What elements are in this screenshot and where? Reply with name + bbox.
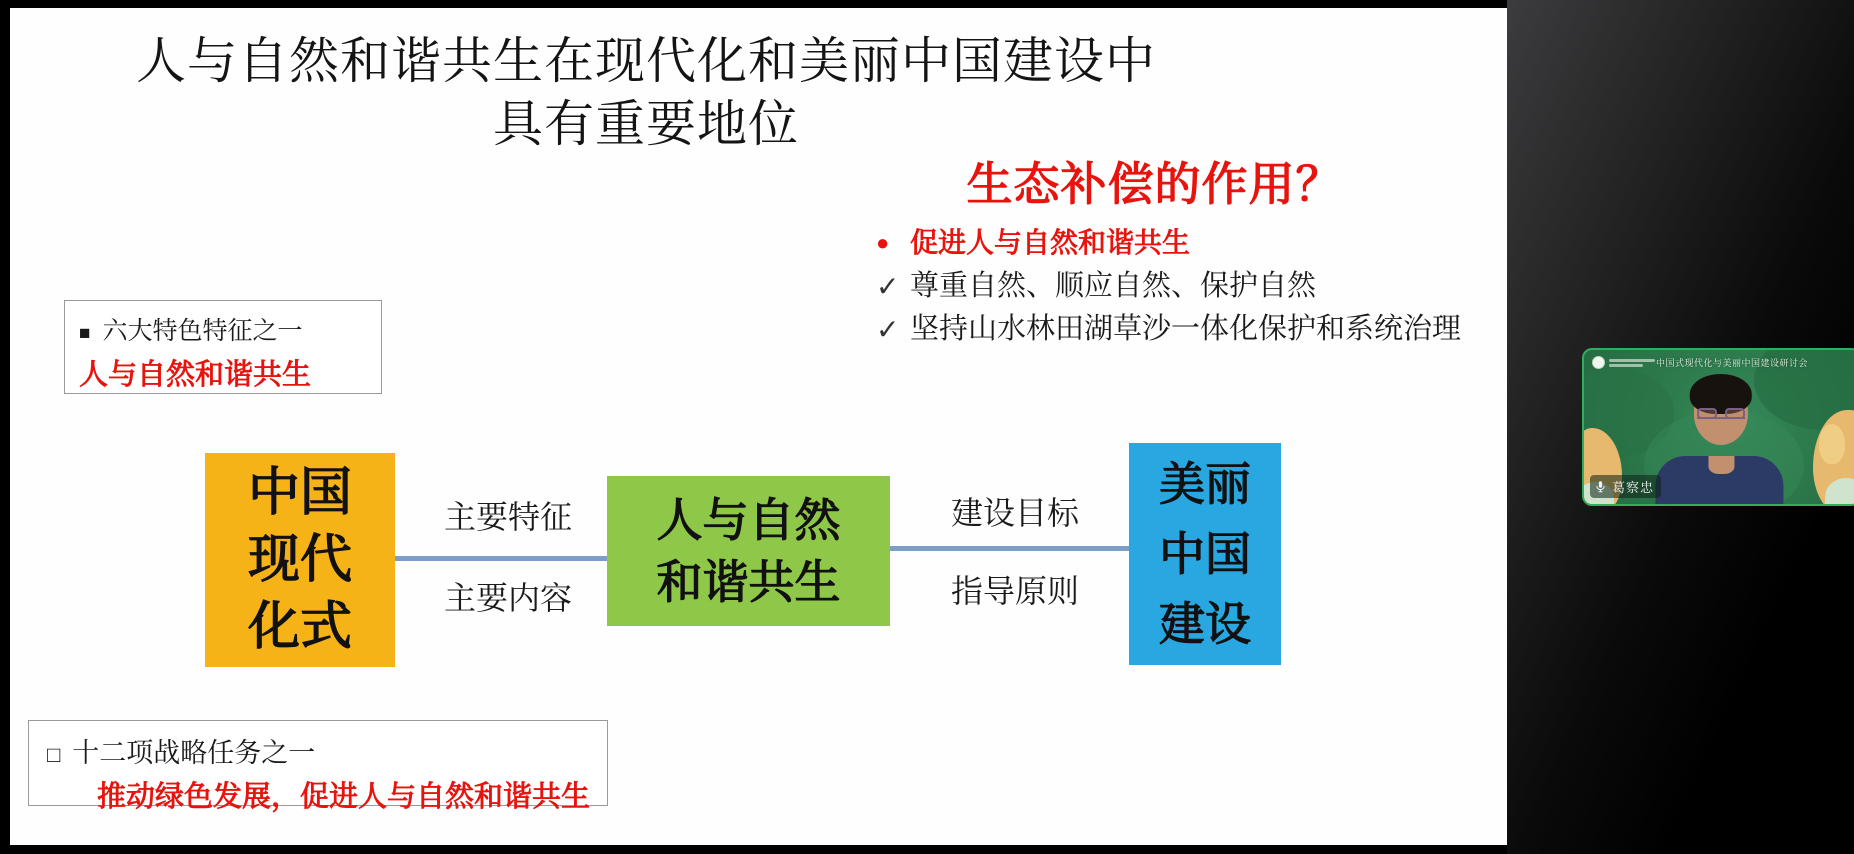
flow-node-china-modernization bbox=[205, 453, 395, 667]
connector-right bbox=[890, 546, 1129, 551]
bullet-list bbox=[876, 224, 1476, 354]
participant-video-tile[interactable] bbox=[1582, 348, 1854, 506]
participant-name: 葛察忠 bbox=[1612, 480, 1655, 495]
feature-note-text: 六大特色特征之一 bbox=[102, 317, 303, 345]
link-label-build-goal: 建设目标 bbox=[950, 495, 1079, 531]
task-note-text: 十二项战略任务之一 bbox=[72, 738, 316, 768]
link-label-main-feature: 主要特征 bbox=[443, 499, 572, 535]
flow-node-harmony-nature bbox=[607, 476, 890, 626]
presenter-glasses bbox=[1697, 408, 1745, 419]
bullet-text: 坚持山水林田湖草沙一体化保护和系统治理 bbox=[910, 313, 1462, 345]
node-line: 建设 bbox=[1159, 598, 1251, 650]
feature-note-heading bbox=[79, 311, 369, 347]
node-line: 人与自然 bbox=[656, 494, 841, 546]
node-line: 现代 bbox=[247, 530, 352, 589]
task-note-heading bbox=[47, 731, 607, 770]
shared-slide bbox=[10, 8, 1507, 845]
connector-left bbox=[395, 556, 607, 561]
filled-square-bullet-icon: ■ bbox=[79, 323, 91, 344]
feature-note-highlight: 人与自然和谐共生 bbox=[79, 359, 312, 391]
microphone-icon[interactable] bbox=[1594, 480, 1607, 493]
slide-title bbox=[10, 30, 1282, 156]
node-line: 美丽 bbox=[1159, 458, 1251, 510]
hollow-square-bullet-icon: □ bbox=[47, 742, 61, 767]
filled-circle-bullet-icon: ● bbox=[876, 230, 890, 255]
list-item bbox=[876, 311, 1476, 348]
question-heading: 生态补偿的作用？ bbox=[966, 158, 1343, 210]
slide-title-line2: 具有重要地位 bbox=[493, 96, 799, 152]
check-icon: ✓ bbox=[876, 271, 900, 302]
bullet-text: 促进人与自然和谐共生 bbox=[910, 227, 1191, 258]
flow-node-beautiful-china bbox=[1129, 443, 1281, 665]
presenter-neck bbox=[1708, 456, 1734, 474]
task-note-box bbox=[28, 720, 608, 813]
link-label-main-content: 主要内容 bbox=[443, 580, 572, 616]
feature-note-box bbox=[64, 300, 382, 394]
link-label-guiding-principle: 指导原则 bbox=[950, 573, 1079, 609]
list-item bbox=[876, 224, 1476, 262]
task-note-highlight: 推动绿色发展，促进人与自然和谐共生 bbox=[97, 781, 591, 813]
node-line: 化式 bbox=[247, 597, 352, 656]
participants-panel bbox=[1507, 0, 1854, 854]
slide-title-line1: 人与自然和谐共生在现代化和美丽中国建设中 bbox=[136, 33, 1156, 89]
virtual-bg-banner: 中国式现代化与美丽中国建设研讨会 bbox=[1656, 358, 1809, 368]
participant-name-badge bbox=[1590, 475, 1661, 498]
node-line: 中国 bbox=[1159, 528, 1251, 580]
node-line: 和谐共生 bbox=[656, 556, 841, 608]
bullet-text: 尊重自然、顺应自然、保护自然 bbox=[910, 270, 1317, 302]
list-item bbox=[876, 268, 1476, 305]
check-icon: ✓ bbox=[876, 314, 900, 345]
node-line: 中国 bbox=[247, 463, 352, 522]
